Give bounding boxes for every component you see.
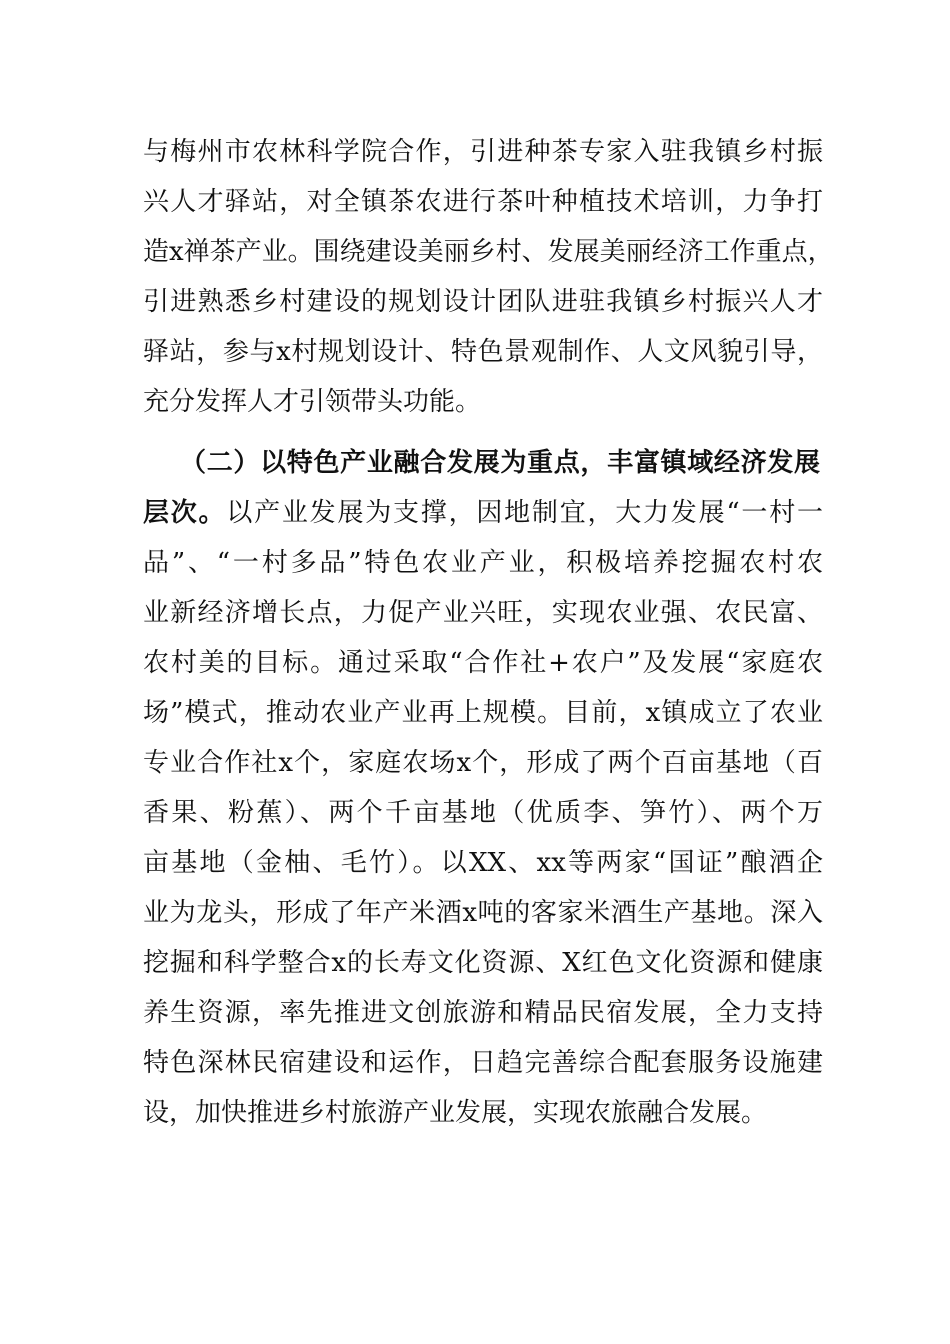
paragraph-2-line-8: 亩基地（金柚、毛竹）。以XX、xx等两家“国证”酿酒企 xyxy=(143,848,823,878)
paragraph-1-line-3: 造x禅茶产业。围绕建设美丽乡村、发展美丽经济工作重点， xyxy=(143,237,834,267)
paragraph-2-line-1 xyxy=(143,493,823,533)
paragraph-2-line-12: 特色深林民宿建设和运作，日趋完善综合配套服务设施建 xyxy=(143,1048,823,1078)
paragraph-2-line-11: 养生资源，率先推进文创旅游和精品民宿发展，全力支持 xyxy=(143,998,823,1028)
paragraph-1-line-2: 兴人才驿站，对全镇茶农进行茶叶种植技术培训，力争打 xyxy=(143,187,823,217)
paragraph-1-line-1: 与梅州市农林科学院合作，引进种茶专家入驻我镇乡村振 xyxy=(143,137,823,167)
paragraph-2-line-3: 业新经济增长点，力促产业兴旺，实现农业强、农民富、 xyxy=(143,598,823,628)
paragraph-2-line-6: 专业合作社x个，家庭农场x个，形成了两个百亩基地（百 xyxy=(143,748,823,778)
paragraph-2-line-10: 挖掘和科学整合x的长寿文化资源、X红色文化资源和健康 xyxy=(143,948,823,978)
section-heading: （二）以特色产业融合发展为重点，丰富镇域经济发展 xyxy=(180,448,820,478)
paragraph-1-line-4: 引进熟悉乡村建设的规划设计团队进驻我镇乡村振兴人才 xyxy=(143,287,823,317)
paragraph-2-line-7: 香果、粉蕉）、两个千亩基地（优质李、笋竹）、两个万 xyxy=(143,798,823,828)
paragraph-2-line-5: 场”模式，推动农业产业再上规模。目前，x镇成立了农业 xyxy=(143,698,823,728)
paragraph-2-line-13: 设，加快推进乡村旅游产业发展，实现农旅融合发展。 xyxy=(143,1098,768,1128)
paragraph-2-line-1-text: 以产业发展为支撑，因地制宜，大力发展“一村一 xyxy=(226,498,823,528)
section-heading-end: 层次。 xyxy=(143,498,227,528)
paragraph-1-line-6: 充分发挥人才引领带头功能。 xyxy=(143,387,482,417)
paragraph-2-line-9: 业为龙头，形成了年产米酒x吨的客家米酒生产基地。深入 xyxy=(143,898,823,928)
paragraph-2-line-4: 农村美的目标。通过采取“合作社+农户”及发展“家庭农 xyxy=(143,648,823,678)
paragraph-2-line-2: 品”、“一村多品”特色农业产业，积极培养挖掘农村农 xyxy=(143,548,823,578)
paragraph-1-line-5: 驿站，参与x村规划设计、特色景观制作、人文风貌引导， xyxy=(143,337,823,367)
